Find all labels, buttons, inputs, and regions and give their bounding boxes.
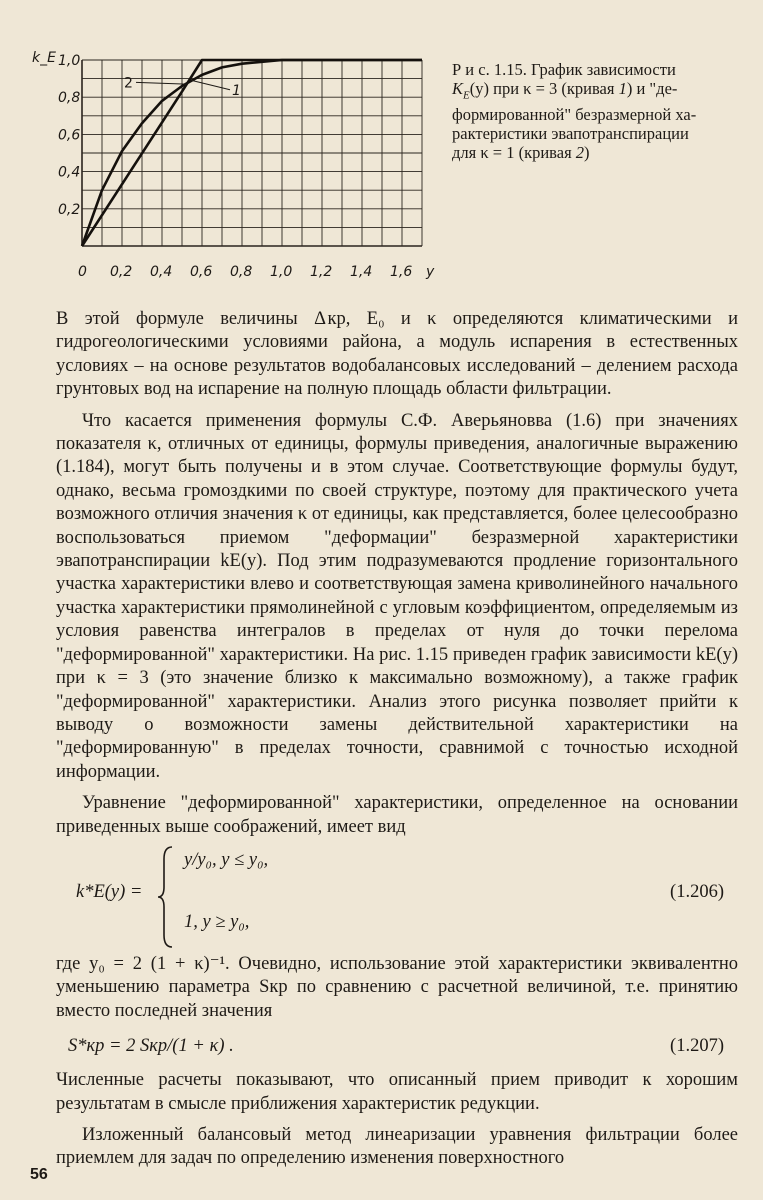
caption-line-5-text: для κ = 1 (кривая [452,143,576,163]
caption-line-5 [452,143,737,162]
x-tick-label: 0 [78,264,87,280]
curve-label-1-leader [192,80,230,89]
curve-label-2-leader [136,82,186,84]
y-tick-label: 0,8 [58,90,81,107]
y-tick-label: 0,6 [58,127,81,144]
eq1207-number: (1.207) [670,1036,724,1057]
caption-line-2-end: ) и "де- [626,79,678,98]
caption-line-5-end: ) [584,143,590,163]
caption-line-2 [452,79,737,105]
y-tick-label: 0,4 [58,164,81,181]
caption-k: K [452,79,464,98]
y-tick-label: 1,0 [58,53,81,69]
curve-label-1: 1 [232,82,241,99]
x-tick-label: 0,8 [230,264,253,280]
caption-line-1: Р и с. 1.15. График зависимости [452,60,676,79]
y-tick-label: 0,2 [58,201,81,218]
x-tick-label: 1,4 [350,264,373,280]
paragraph-4: где y₀ = 2 (1 + κ)⁻¹. Очевидно, использование этой характеристики эквивалентно уменьшению параметра Sкр по сравнению с расчетной величиной, т.е. принятию вместо последней значения [56,953,738,1021]
eq1206-lhs: k*E(y) = [76,881,143,902]
x-tick-label: 0,4 [150,264,173,280]
x-tick-label: 0,2 [110,264,133,280]
paragraph-6: Изложенный балансовый метод линеаризации уравнения фильтрации более приемлем для задач по определению изменения поверхностного [56,1124,738,1169]
y-axis-label: k_E [32,50,56,66]
x-axis-label: y [426,264,435,280]
paragraph-1: В этой формуле величины Δ кр, E₀ и κ определяются климатическими и гидрогеологическими условиями района, а модуль испарения в естественных условиях – на основе результатов водобалансовых исследований – делением расхода грунтовых вод на испарение на полную площадь области фильтрации. [56,309,738,400]
curve-label-2: 2 [124,75,133,92]
paragraph-5: Численные расчеты показывают, что описанный прием приводит к хорошим результатам в смысле приближения характеристик редукции. [56,1070,738,1114]
x-tick-label: 0,6 [190,264,213,280]
curly-brace-icon [156,845,176,949]
page-number: 56 [30,1166,48,1183]
figure-1-15-chart [20,40,440,290]
x-tick-label: 1,2 [310,264,333,280]
figure-caption [452,60,737,162]
caption-curve-1: 1 [618,79,627,98]
eq1206-number: (1.206) [670,881,724,902]
paragraph-2: Что касается применения формулы С.Ф. Аверьяновва (1.6) при значениях показателя κ, отличных от единицы, формулы приведения, аналогичные выражению (1.184), могут быть получены и в этом случае. Соответствующие формулы будут, однако, весьма громоздкими по своей структуре, поэтому для практического учета возможного отличия значения κ от единицы, как представляется, более целесообразно воспользоваться приемом "деформации" безразмерной характеристики эвапотранспирации kE(y). Под этим подразумеваются продление горизонтального участка характеристики влево и соответствующая замена криволинейного начального участка характеристики прямолинейной с угловым коэффициентом, определяемым из условия равенства интегралов в пределах от нуля до точки перелома "деформированной" характеристики. На рис. 1.15 приведен график зависимости kE(y) при κ = 3 (это значение близко к максимально возможному), а также график "деформированной" характеристики. Анализ этого рисунка позволяет прийти к выводу о возможности замены действительной характеристики на "деформированную" в пределах точности, сравнимой с точностью исходной информации. [56,410,738,782]
equation-1-207 [56,1033,738,1067]
eq1206-case2: 1, y ≥ y₀, [184,911,250,932]
chart-grid [82,60,422,246]
caption-k-sub: E [463,89,470,102]
paragraph-3: Уравнение "деформированной" характеристики, определенное на основании приведенных выше соображений, имеет вид [56,793,738,837]
caption-line-3: формированной" безразмерной ха- [452,105,697,125]
body-text [56,308,738,1171]
x-tick-label: 1,0 [270,264,293,280]
x-tick-label: 1,6 [390,264,413,280]
eq1207-expr: S*кр = 2 Sкр/(1 + κ) . [68,1036,234,1057]
caption-curve-2: 2 [575,143,585,163]
caption-line-2-text: (y) при κ = 3 (кривая [469,79,619,98]
equation-1-206 [56,845,738,949]
caption-line-4: рактеристики эвапотранспирации [452,124,689,144]
eq1206-case1: y/y₀, y ≤ y₀, [184,849,269,870]
